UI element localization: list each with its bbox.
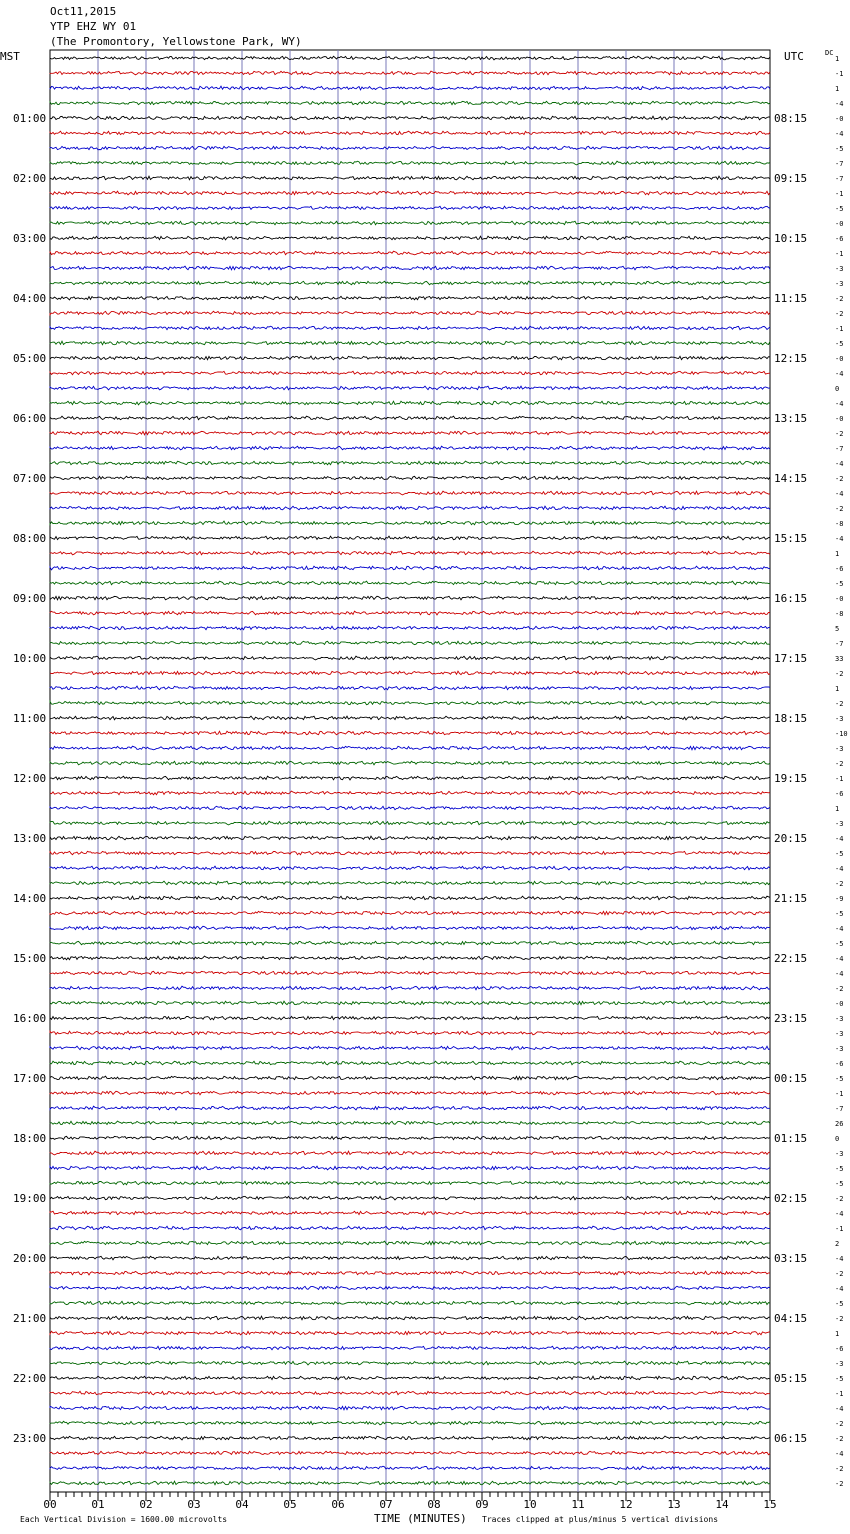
dc-offset-label: -0 <box>835 595 844 603</box>
right-hour-label: 13:15 <box>774 412 808 425</box>
x-tick-label: 05 <box>283 1498 297 1511</box>
trace-line <box>50 866 770 870</box>
dc-offset-label: -1 <box>835 1225 844 1233</box>
dc-offset-label: -2 <box>835 985 844 993</box>
left-hour-label: 08:00 <box>13 532 47 545</box>
trace-line <box>50 1406 770 1410</box>
dc-offset-label: -3 <box>835 265 844 273</box>
right-hour-label: 20:15 <box>774 832 808 845</box>
dc-offset-label: -2 <box>835 880 844 888</box>
dc-offset-label: 1 <box>835 55 840 63</box>
right-hour-label: 05:15 <box>774 1372 808 1385</box>
trace-line <box>50 1391 770 1395</box>
dc-offset-label: -5 <box>835 205 844 213</box>
left-hour-label: 02:00 <box>13 172 47 185</box>
dc-offset-label: -2 <box>835 310 844 318</box>
dc-offset-label: -4 <box>835 1285 844 1293</box>
dc-offset-label: -1 <box>835 775 844 783</box>
trace-line <box>50 491 770 495</box>
right-timezone-label: UTC <box>784 50 804 63</box>
chart-date: Oct11,2015 <box>50 5 117 18</box>
trace-line <box>50 1286 770 1289</box>
dc-offset-label: -5 <box>835 145 844 153</box>
dc-offset-label: -4 <box>835 535 844 543</box>
dc-offset-label: -2 <box>835 1480 844 1488</box>
dc-offset-label: -0 <box>835 355 844 363</box>
dc-offset-label: -5 <box>835 1180 844 1188</box>
trace-line <box>50 1481 770 1485</box>
trace-line <box>50 356 770 360</box>
dc-offset-label: -3 <box>835 1150 844 1158</box>
dc-offset-label: -4 <box>835 400 844 408</box>
dc-offset-label: -7 <box>835 640 844 648</box>
left-hour-label: 20:00 <box>13 1252 47 1265</box>
right-hour-label: 01:15 <box>774 1132 808 1145</box>
trace-line <box>50 206 770 210</box>
dc-offset-label: -2 <box>835 430 844 438</box>
left-hour-label: 15:00 <box>13 952 47 965</box>
right-hour-label: 19:15 <box>774 772 808 785</box>
dc-offset-label: -6 <box>835 1345 844 1353</box>
dc-offset-label: -4 <box>835 835 844 843</box>
dc-offset-label: -4 <box>835 460 844 468</box>
x-tick-label: 06 <box>331 1498 345 1511</box>
left-hour-label: 18:00 <box>13 1132 47 1145</box>
dc-offset-label: -1 <box>835 250 844 258</box>
x-tick-label: 02 <box>139 1498 153 1511</box>
x-tick-label: 13 <box>667 1498 681 1511</box>
right-hour-label: 11:15 <box>774 292 808 305</box>
x-tick-label: 09 <box>475 1498 489 1511</box>
right-hour-label: 04:15 <box>774 1312 808 1325</box>
dc-offset-label: -5 <box>835 1165 844 1173</box>
dc-offset-label: -5 <box>835 910 844 918</box>
trace-line <box>50 746 770 750</box>
dc-offset-label: -4 <box>835 970 844 978</box>
clip-note: Traces clipped at plus/minus 5 vertical divisions <box>482 1515 719 1524</box>
trace-line <box>50 1346 770 1350</box>
trace-line <box>50 281 770 285</box>
dc-offset-label: -7 <box>835 160 844 168</box>
dc-offset-label: -2 <box>835 1270 844 1278</box>
trace-line <box>50 581 770 585</box>
trace-line <box>50 86 770 90</box>
right-hour-label: 14:15 <box>774 472 808 485</box>
right-hour-label: 23:15 <box>774 1012 808 1025</box>
trace-line <box>50 956 770 960</box>
x-tick-label: 15 <box>763 1498 777 1511</box>
trace-line <box>50 896 770 900</box>
dc-offset-label: 1 <box>835 805 840 813</box>
x-tick-label: 12 <box>619 1498 633 1511</box>
trace-line <box>50 686 770 690</box>
dc-offset-label: -2 <box>835 1435 844 1443</box>
dc-offset-label: -2 <box>835 1195 844 1203</box>
dc-offset-label: -2 <box>835 295 844 303</box>
dc-label: DC <box>825 49 834 57</box>
dc-offset-label: -7 <box>835 445 844 453</box>
right-hour-label: 00:15 <box>774 1072 808 1085</box>
trace-line <box>50 521 770 525</box>
dc-offset-label: 5 <box>835 625 840 633</box>
left-hour-label: 03:00 <box>13 232 47 245</box>
trace-line <box>50 1151 770 1155</box>
x-tick-label: 03 <box>187 1498 201 1511</box>
trace-line <box>50 236 770 240</box>
dc-offset-label: 1 <box>835 1330 840 1338</box>
trace-line <box>50 761 770 765</box>
dc-offset-label: -5 <box>835 1375 844 1383</box>
trace-line <box>50 716 770 720</box>
right-hour-label: 18:15 <box>774 712 808 725</box>
dc-offset-label: -3 <box>835 745 844 753</box>
trace-line <box>50 1331 770 1335</box>
dc-offset-label: -2 <box>835 1465 844 1473</box>
dc-offset-label: 2 <box>835 1240 840 1248</box>
trace-line <box>50 131 770 135</box>
left-hour-label: 13:00 <box>13 832 47 845</box>
trace-line <box>50 431 770 435</box>
trace-line <box>50 821 770 825</box>
dc-offset-label: -1 <box>835 190 844 198</box>
left-hour-label: 16:00 <box>13 1012 47 1025</box>
dc-offset-label: -6 <box>835 235 844 243</box>
dc-offset-label: -4 <box>835 1450 844 1458</box>
trace-line <box>50 626 770 630</box>
trace-line <box>50 191 770 195</box>
x-tick-label: 00 <box>43 1498 57 1511</box>
trace-line <box>50 1106 770 1110</box>
trace-line <box>50 1421 770 1425</box>
dc-offset-label: -5 <box>835 850 844 858</box>
trace-line <box>50 1256 770 1260</box>
dc-offset-label: 26 <box>835 1120 844 1128</box>
right-hour-label: 10:15 <box>774 232 808 245</box>
dc-offset-label: -3 <box>835 1015 844 1023</box>
trace-line <box>50 71 770 75</box>
trace-line <box>50 596 770 600</box>
trace-line <box>50 806 770 810</box>
trace-line <box>50 566 770 570</box>
right-hour-label: 03:15 <box>774 1252 808 1265</box>
trace-line <box>50 926 770 930</box>
trace-line <box>50 851 770 855</box>
dc-offset-label: 1 <box>835 85 840 93</box>
trace-line <box>50 1166 770 1170</box>
dc-offset-label: -4 <box>835 130 844 138</box>
trace-line <box>50 1436 770 1440</box>
trace-line <box>50 1136 770 1140</box>
trace-line <box>50 1046 770 1050</box>
dc-offset-label: -3 <box>835 1360 844 1368</box>
trace-line <box>50 326 770 330</box>
station-location: (The Promontory, Yellowstone Park, WY) <box>50 35 302 48</box>
trace-line <box>50 776 770 780</box>
trace-line <box>50 221 770 225</box>
dc-offset-label: -4 <box>835 1405 844 1413</box>
trace-line <box>50 731 770 735</box>
trace-line <box>50 671 770 675</box>
right-hour-label: 08:15 <box>774 112 808 125</box>
trace-line <box>50 656 770 660</box>
trace-line <box>50 1001 770 1005</box>
left-hour-label: 23:00 <box>13 1432 47 1445</box>
trace-line <box>50 1301 770 1305</box>
trace-line <box>50 146 770 150</box>
trace-line <box>50 611 770 615</box>
dc-offset-label: -3 <box>835 715 844 723</box>
x-tick-label: 04 <box>235 1498 249 1511</box>
left-hour-label: 04:00 <box>13 292 47 305</box>
dc-offset-label: -7 <box>835 175 844 183</box>
left-hour-label: 06:00 <box>13 412 47 425</box>
dc-offset-label: 33 <box>835 655 844 663</box>
trace-line <box>50 251 770 255</box>
dc-offset-label: -3 <box>835 280 844 288</box>
dc-offset-label: -4 <box>835 370 844 378</box>
trace-line <box>50 1181 770 1185</box>
right-hour-label: 15:15 <box>774 532 808 545</box>
dc-offset-label: -2 <box>835 670 844 678</box>
trace-line <box>50 1091 770 1095</box>
dc-offset-label: -3 <box>835 1045 844 1053</box>
trace-line <box>50 1061 770 1065</box>
left-hour-label: 17:00 <box>13 1072 47 1085</box>
trace-line <box>50 1466 770 1470</box>
dc-offset-label: -5 <box>835 940 844 948</box>
dc-offset-label: -8 <box>835 610 844 618</box>
dc-offset-label: 0 <box>835 385 840 393</box>
x-tick-label: 14 <box>715 1498 729 1511</box>
trace-line <box>50 881 770 885</box>
x-tick-label: 11 <box>571 1498 585 1511</box>
trace-line <box>50 341 770 345</box>
dc-offset-label: -4 <box>835 955 844 963</box>
trace-line <box>50 911 770 915</box>
dc-offset-label: 1 <box>835 550 840 558</box>
dc-offset-label: -0 <box>835 220 844 228</box>
trace-line <box>50 836 770 840</box>
trace-line <box>50 461 770 465</box>
dc-offset-label: -2 <box>835 700 844 708</box>
left-hour-label: 12:00 <box>13 772 47 785</box>
dc-offset-label: 1 <box>835 685 840 693</box>
dc-offset-label: -4 <box>835 490 844 498</box>
left-hour-label: 14:00 <box>13 892 47 905</box>
dc-offset-label: -5 <box>835 1300 844 1308</box>
trace-line <box>50 116 770 120</box>
trace-line <box>50 1361 770 1365</box>
dc-offset-label: -5 <box>835 1075 844 1083</box>
dc-offset-label: -6 <box>835 565 844 573</box>
trace-line <box>50 101 770 105</box>
right-hour-label: 22:15 <box>774 952 808 965</box>
trace-line <box>50 506 770 510</box>
dc-offset-label: -6 <box>835 790 844 798</box>
trace-line <box>50 551 770 555</box>
trace-line <box>50 296 770 300</box>
dc-offset-label: -7 <box>835 1105 844 1113</box>
dc-offset-label: -1 <box>835 325 844 333</box>
dc-offset-label: -4 <box>835 865 844 873</box>
trace-line <box>50 1121 770 1125</box>
dc-offset-label: -2 <box>835 475 844 483</box>
trace-line <box>50 1241 770 1245</box>
left-hour-label: 07:00 <box>13 472 47 485</box>
left-hour-label: 01:00 <box>13 112 47 125</box>
trace-line <box>50 446 770 450</box>
x-axis-label: TIME (MINUTES) <box>374 1512 467 1525</box>
trace-line <box>50 641 770 644</box>
trace-line <box>50 1271 770 1275</box>
trace-line <box>50 1226 770 1230</box>
trace-line <box>50 176 770 180</box>
right-hour-label: 02:15 <box>774 1192 808 1205</box>
x-tick-label: 08 <box>427 1498 441 1511</box>
right-hour-label: 17:15 <box>774 652 808 665</box>
x-tick-label: 01 <box>91 1498 105 1511</box>
dc-offset-label: -4 <box>835 100 844 108</box>
dc-offset-label: -0 <box>835 115 844 123</box>
trace-line <box>50 536 770 540</box>
trace-line <box>50 791 770 795</box>
trace-line <box>50 1316 770 1320</box>
trace-line <box>50 1196 770 1200</box>
right-hour-label: 12:15 <box>774 352 808 365</box>
trace-line <box>50 1451 770 1454</box>
dc-offset-label: -1 <box>835 1390 844 1398</box>
left-hour-label: 11:00 <box>13 712 47 725</box>
dc-offset-label: -9 <box>835 895 844 903</box>
dc-offset-label: -3 <box>835 1030 844 1038</box>
x-tick-label: 07 <box>379 1498 393 1511</box>
left-hour-label: 19:00 <box>13 1192 47 1205</box>
dc-offset-label: -10 <box>835 730 848 738</box>
trace-line <box>50 476 770 479</box>
right-hour-label: 21:15 <box>774 892 808 905</box>
dc-offset-label: 0 <box>835 1135 840 1143</box>
left-hour-label: 22:00 <box>13 1372 47 1385</box>
dc-offset-label: -5 <box>835 580 844 588</box>
trace-line <box>50 986 770 990</box>
dc-offset-label: -0 <box>835 1000 844 1008</box>
trace-line <box>50 701 770 705</box>
scale-note: Each Vertical Division = 1600.00 microvolts <box>20 1515 228 1524</box>
dc-offset-label: -5 <box>835 340 844 348</box>
left-hour-label: 05:00 <box>13 352 47 365</box>
left-hour-label: 10:00 <box>13 652 47 665</box>
dc-offset-label: -2 <box>835 760 844 768</box>
dc-offset-label: -4 <box>835 1210 844 1218</box>
trace-line <box>50 941 770 945</box>
dc-offset-label: -2 <box>835 1315 844 1323</box>
right-hour-label: 16:15 <box>774 592 808 605</box>
trace-line <box>50 311 770 314</box>
right-hour-label: 09:15 <box>774 172 808 185</box>
dc-offset-label: -4 <box>835 1255 844 1263</box>
left-hour-label: 21:00 <box>13 1312 47 1325</box>
dc-offset-label: -4 <box>835 925 844 933</box>
trace-line <box>50 1376 770 1380</box>
dc-offset-label: -6 <box>835 1060 844 1068</box>
trace-line <box>50 416 770 420</box>
trace-line <box>50 1211 770 1215</box>
trace-line <box>50 401 770 405</box>
dc-offset-label: -1 <box>835 1090 844 1098</box>
trace-line <box>50 971 770 975</box>
dc-offset-label: -8 <box>835 520 844 528</box>
trace-line <box>50 1076 770 1080</box>
trace-line <box>50 1016 770 1019</box>
left-hour-label: 09:00 <box>13 592 47 605</box>
trace-line <box>50 56 770 60</box>
x-tick-label: 10 <box>523 1498 537 1511</box>
trace-line <box>50 386 770 390</box>
right-hour-label: 06:15 <box>774 1432 808 1445</box>
trace-line <box>50 371 770 375</box>
dc-offset-label: -2 <box>835 1420 844 1428</box>
dc-offset-label: -0 <box>835 415 844 423</box>
dc-offset-label: -1 <box>835 70 844 78</box>
trace-line <box>50 161 770 165</box>
station-code: YTP EHZ WY 01 <box>50 20 137 33</box>
left-timezone-label: MST <box>0 50 20 63</box>
trace-line <box>50 1031 770 1035</box>
dc-offset-label: -2 <box>835 505 844 513</box>
dc-offset-label: -3 <box>835 820 844 828</box>
trace-line <box>50 266 770 270</box>
